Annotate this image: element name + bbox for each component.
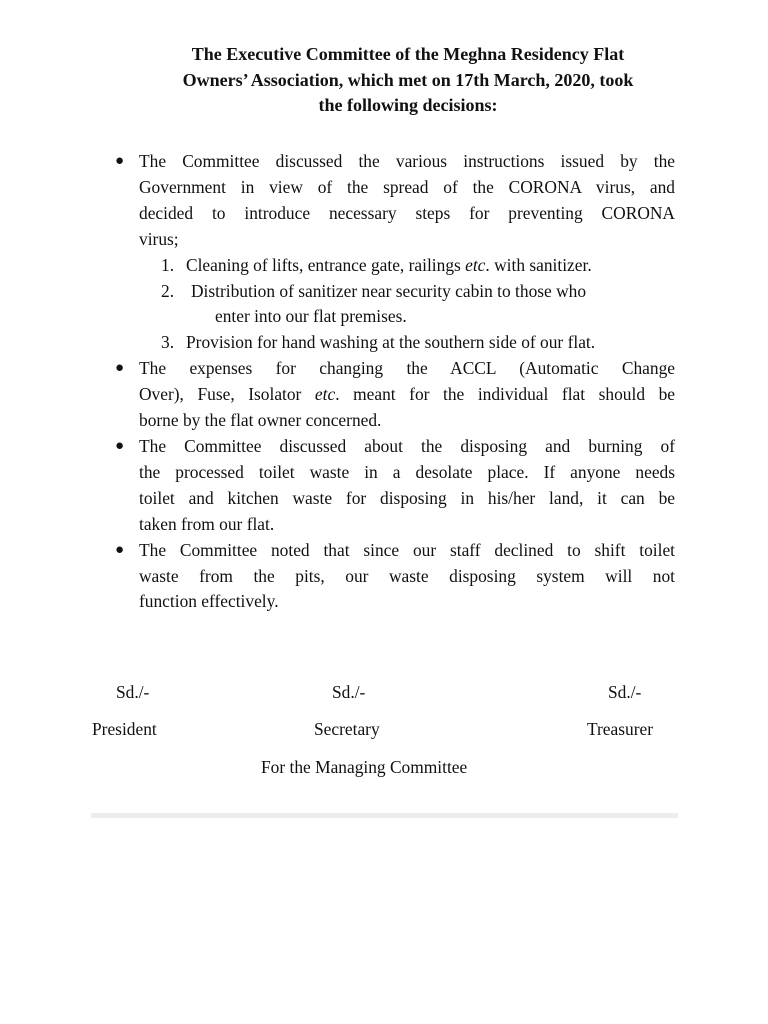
step-1-text-etc: etc — [465, 254, 486, 275]
decision-1-line-3: decided to introduce necessary steps for preventing CORONA — [139, 202, 675, 223]
step-number: 3. — [161, 332, 175, 353]
decision-2-line-3: borne by the flat owner concerned. — [139, 410, 382, 431]
secretary-signature: Sd./- — [332, 682, 366, 702]
step-2-line-2: enter into our flat premises. — [215, 306, 407, 327]
decision-item-accl — [115, 356, 675, 434]
managing-committee-footer: For the Managing Committee — [261, 757, 468, 777]
president-signature: Sd./- — [116, 682, 150, 702]
bullet-icon: ● — [115, 437, 125, 454]
decisions-list — [115, 149, 675, 615]
treasurer-signature: Sd./- — [608, 682, 642, 702]
step-number: 2. — [161, 280, 175, 301]
decision-2-line-2 — [139, 382, 675, 408]
decision-1-line-1: The Committee discussed the various instructions issued by the — [139, 151, 675, 171]
step-item-cleaning — [139, 253, 675, 279]
bullet-icon: ● — [115, 153, 125, 169]
bullet-icon: ● — [115, 360, 125, 377]
decision-item-corona — [115, 149, 675, 356]
step-item-hand-washing — [139, 330, 675, 356]
decision-4-line-1: The Committee noted that since our staff declined to shift toilet — [139, 539, 675, 560]
decision-3-line-3: toilet and kitchen waste for disposing in his/her land, it can be — [139, 487, 675, 508]
heading-line-3: the following decisions: — [318, 95, 498, 115]
decision-item-staff — [115, 538, 675, 616]
step-item-sanitizer — [139, 279, 675, 331]
secretary-title: Secretary — [314, 719, 380, 739]
decision-3-line-1: The Committee discussed about the disposing and burning of — [139, 435, 675, 456]
decision-2-line-2-start: Over), Fuse, Isolator — [139, 384, 315, 405]
decision-2-line-1: The expenses for changing the ACCL (Automatic Change — [139, 358, 675, 379]
step-number: 1. — [161, 254, 175, 275]
page-divider — [91, 813, 678, 818]
decision-1-line-2: Government in view of the spread of the CORONA virus, and — [139, 176, 675, 197]
step-2-line-1: Distribution of sanitizer near security cabin to those who — [191, 280, 587, 301]
heading-line-1: The Executive Committee of the Meghna Residency Flat — [191, 44, 625, 64]
decision-item-waste — [115, 434, 675, 538]
decision-3-line-4: taken from our flat. — [139, 513, 275, 534]
treasurer-title: Treasurer — [587, 719, 654, 739]
document-heading — [100, 42, 716, 119]
bullet-icon: ● — [115, 541, 125, 558]
decision-3-line-2: the processed toilet waste in a desolate place. If anyone needs — [139, 461, 675, 482]
step-1-text-start: Cleaning of lifts, entrance gate, railings — [186, 254, 466, 275]
decision-4-line-3: function effectively. — [139, 591, 279, 612]
heading-line-2: Owners’ Association, which met on 17th March, 2020, took — [182, 69, 634, 90]
decision-2-line-2-etc: etc — [314, 384, 336, 405]
decision-4-line-2: waste from the pits, our waste disposing system will not — [139, 565, 675, 586]
step-3-text: Provision for hand washing at the southern side of our flat. — [186, 332, 596, 353]
decision-2-line-2-end: . meant for the individual flat should be — [335, 384, 675, 405]
corona-steps-list — [139, 253, 675, 357]
president-title: President — [92, 719, 157, 739]
step-1-text-end: . with sanitizer. — [485, 254, 592, 275]
decision-1-line-4: virus; — [139, 228, 179, 249]
